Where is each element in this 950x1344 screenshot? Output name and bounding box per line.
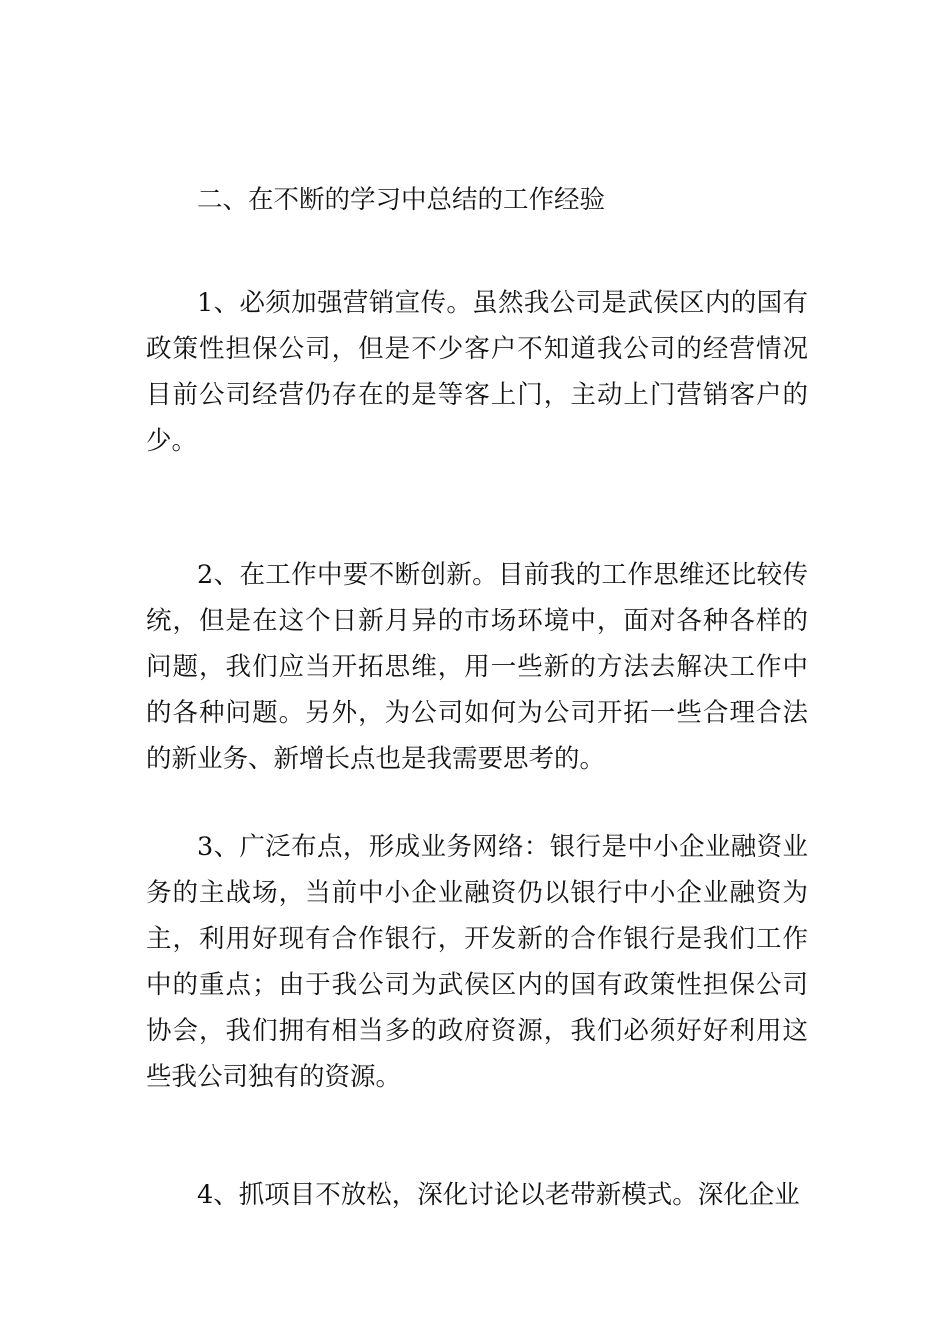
paragraph-3: 3、广泛布点，形成业务网络：银行是中小企业融资业务的主战场，当前中小企业融资仍以银行中小企业融资为主，利用好现有合作银行，开发新的合作银行是我们工作中的重点；由于我公司为武侯区内的国有政策性担保公司协会，我们拥有相当多的政府资源，我们必须好好利用这些我公司独有的资源。	[146, 832, 808, 1092]
paragraph-2: 2、在工作中要不断创新。目前我的工作思维还比较传统，但是在这个日新月异的市场环境中，面对各种各样的问题，我们应当开拓思维，用一些新的方法去解决工作中的各种问题。另外，为公司如何为公司开拓一些合理合法的新业务、新增长点也是我需要思考的。	[146, 560, 808, 774]
section-heading: 二、在不断的学习中总结的工作经验	[197, 185, 606, 215]
paragraph-4: 4、抓项目不放松，深化讨论以老带新模式。深化企业	[197, 1180, 800, 1210]
paragraph-1: 1、必须加强营销宣传。虽然我公司是武侯区内的国有政策性担保公司，但是不少客户不知道我公司的经营情况目前公司经营仍存在的是等客上门，主动上门营销客户的少。	[146, 288, 808, 456]
